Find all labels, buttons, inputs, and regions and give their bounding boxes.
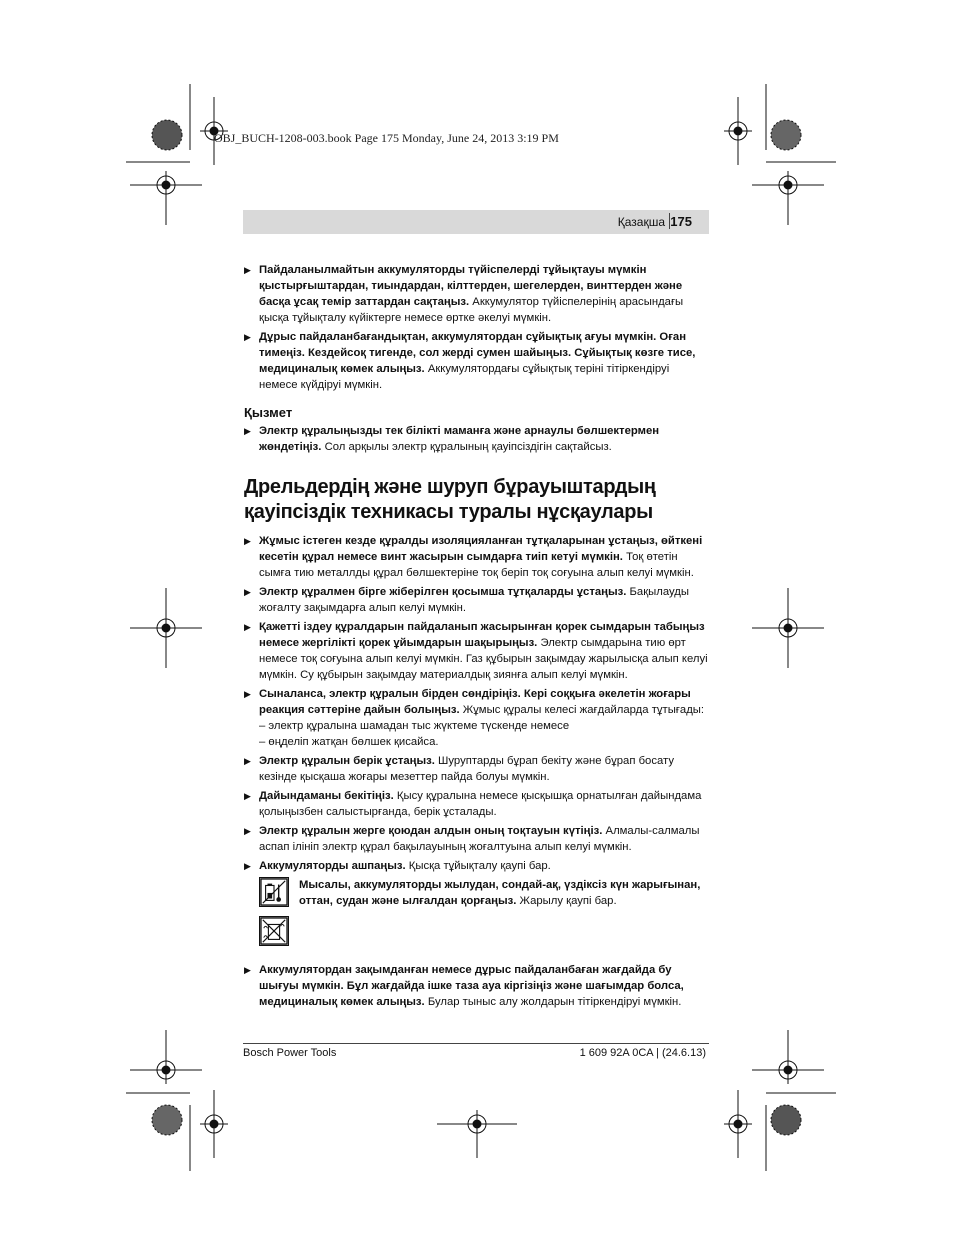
header-language: Қазақша (617, 215, 665, 229)
item-bold-text: Электр құралын берік ұстаңыз. (259, 755, 435, 767)
page-content (244, 262, 710, 1013)
list-item (244, 262, 710, 326)
list-item (244, 329, 710, 393)
list-item (244, 962, 710, 1010)
item-bold-text: Жұмыс істеген кезде құралды изоляцияланған тұтқаларынан ұстаңыз, өйткені кесетін құрал немесе винт жасырын сымдарға тиіп кетуі мүмкін. (259, 535, 703, 563)
item-bold-text: Сыналанса, электр құралын бірден сөндіріңіз. Кері соққыға әкелетін жоғары реакция сәттеріне дайын болыңыз. (259, 688, 691, 716)
list-item (244, 823, 710, 855)
item-bold-text: Пайдаланылмайтын аккумуляторды түйіспелерді тұйықтауы мүмкін қыстырғыштардан, тиындардан, кілттерден, шегелерден, винттерден және басқа ұсақ темір заттардан сақтаңыз. (259, 264, 683, 308)
bullet-arrow-icon: ▶ (244, 826, 251, 836)
item-bold-text: Дайындаманы бекітіңіз. (259, 790, 394, 802)
item-text: Шуруптарды бұрап бекіту және бұрап босату кезінде қысқаша жоғары мезеттер пайда болуы мүмкін. (259, 755, 674, 783)
print-slug: OBJ_BUCH-1208-003.book Page 175 Monday, June 24, 2013 3:19 PM (214, 131, 559, 145)
item-text: Аккумулятор түйіспелерінің арасындағы қысқа тұйықталу күйіктерге немесе өртке әкелуі мүмкін. (259, 296, 684, 324)
item-bold-text: Электр құралмен бірге жіберілген қосымша тұтқаларды ұстаңыз. (259, 586, 627, 598)
item-text: Қысқа тұйықталу қаупі бар. (405, 860, 551, 872)
item-text: Бақылауды жоғалту зақымдарға алып келуі мүмкін. (259, 586, 690, 614)
bullet-arrow-icon: ▶ (244, 587, 251, 597)
list-item (244, 858, 710, 874)
list-item (244, 686, 710, 750)
bullet-arrow-icon: ▶ (244, 689, 251, 699)
warning-text (299, 877, 711, 909)
battery-water-warning-icon (259, 916, 289, 946)
warning-block (259, 877, 710, 962)
service-heading: Қызмет (244, 405, 293, 420)
bullet-arrow-icon: ▶ (244, 265, 251, 275)
item-text: Алмалы-салмалы аспап ілініп электр құрал бақылауының жоғалтуына алып келуі мүмкін. (259, 825, 700, 853)
bullet-arrow-icon: ▶ (244, 536, 251, 546)
item-text: Булар тыныс алу жолдарын тітіркендіруі мүмкін. (424, 996, 682, 1008)
section-title: Дрельдердің және шуруп бұрауыштардың қауіпсіздік техникасы туралы нұсқаулары (244, 476, 656, 523)
list-item (244, 753, 710, 785)
warning-icons (259, 877, 293, 955)
item-text: Аккумулятордағы сұйықтық теріні тітіркендіруі немесе күйдіруі мүмкін. (259, 363, 670, 391)
list-item (244, 533, 710, 581)
list-item (244, 619, 710, 683)
sub-item: – өңделіп жатқан бөлшек қисайса. (259, 736, 439, 748)
item-bold-text: Аккумулятордан зақымданған немесе дұрыс пайдаланбаған жағдайда бу шығуы мүмкін. Бұл жағдайда ішке таза ауа кіргізіңіз және шағымдар болса, медициналық көмек алыңыз. (259, 964, 684, 1008)
item-text: Сол арқылы электр құралының қауіпсіздігін сақтайсыз. (321, 441, 612, 453)
bullet-arrow-icon: ▶ (244, 756, 251, 766)
bullet-arrow-icon: ▶ (244, 791, 251, 801)
page-number: 175 (670, 214, 692, 229)
item-text: Электр сымдарына тию өрт немесе тоқ соғуына алып келуі мүмкін. Газ құбырын зақымдау жарылысқа алып келуі мүмкін. Су құбырын зақымдау материалдық зиянға алып келуі мүмкін. (259, 637, 708, 681)
item-bold-text: Электр құралыңызды тек білікті маманға және арнаулы бөлшектермен жөндетіңіз. (259, 425, 660, 453)
item-text: Жұмыс құралы келесі жағдайларда тұтығады: (459, 704, 705, 716)
item-bold-text: Мысалы, аккумуляторды жылудан, сондай-ақ, үздіксіз күн жарығынан, оттан, судан және ылғалдан қорғаңыз. (299, 879, 701, 907)
bullet-arrow-icon: ▶ (244, 332, 251, 342)
item-text: Қысу құралына немесе қысқышқа орнатылған дайындама қолыңызбен салыстырғанда, берік ұсталады. (259, 790, 702, 818)
item-bold-text: Аккумуляторды ашпаңыз. (259, 860, 406, 872)
list-item (244, 584, 710, 616)
item-text: Тоқ өтетін сымға тию металлды құрал бөлшектеріне тоқ беріп тоқ соғуына алып келуі мүмкін. (259, 551, 694, 579)
list-item (244, 423, 710, 455)
bullet-arrow-icon: ▶ (244, 861, 251, 871)
footer-doc-number: 1 609 92A 0CA | (24.6.13) (579, 1047, 706, 1059)
item-bold-text: Қажетті іздеу құралдарын пайдаланып жасырынған қорек сымдарын табыңыз немесе жергілікті қорек ұйымдарын шақырыңыз. (259, 621, 705, 649)
bullet-arrow-icon: ▶ (244, 622, 251, 632)
item-text: Жарылу қаупі бар. (516, 895, 617, 907)
battery-heat-warning-icon (259, 877, 289, 907)
bullet-arrow-icon: ▶ (244, 965, 251, 975)
item-bold-text: Дұрыс пайдаланбағандықтан, аккумулятордан сұйықтық ағуы мүмкін. Оған тимеңіз. Кездейсоқ тигенде, сол жерді сумен шайыңыз. Сұйықтық көзге тисе, медициналық көмек алыңыз. (259, 331, 696, 375)
list-item (244, 788, 710, 820)
footer-divider (243, 1043, 709, 1044)
bullet-arrow-icon: ▶ (244, 426, 251, 436)
footer-brand: Bosch Power Tools (243, 1047, 337, 1059)
item-bold-text: Электр құралын жерге қоюдан алдын оның тоқтауын күтіңіз. (259, 825, 603, 837)
page-header (243, 210, 709, 234)
sub-item: – электр құралына шамадан тыс жүктеме түскенде немесе (259, 720, 570, 732)
